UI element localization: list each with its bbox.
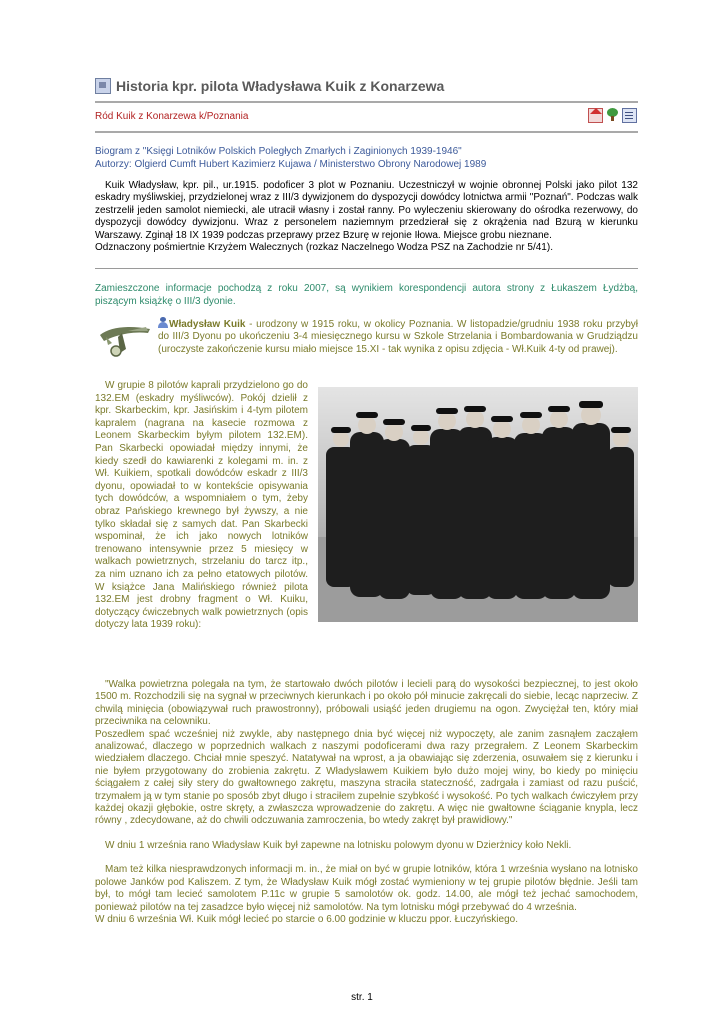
group-photo [318,387,638,622]
september-paragraph-1: W dniu 1 września rano Władysław Kuik był zapewne na lotnisku polowym dyonu w Dzierżnicy koło Nekli. [105,840,572,851]
list-icon[interactable] [622,108,637,123]
tree-icon[interactable] [606,108,619,121]
page-number: str. 1 [351,992,373,1003]
biogram-line-2: Autorzy: Olgierd Cumft Hubert Kazimierz Kujawa / Ministerstwo Obrony Narodowej 1989 [95,159,487,170]
divider [95,131,638,133]
quote-paragraph-1: "Walka powietrzna polegała na tym, że startowało dwóch pilotów i lecieli parą do wysokości bezpiecznej, to jest około 1500 m. Rozchodzili się na sygnał w przeciwnych kierunkach i po około pół minucie zakręcali do siebie, lecąc naprzeciw. Z chwilą minięcia (obowiązywał ruch prawostronny), próbowali usiąść jeden drugiemu na ogon. Zwyciężał ten, który miał przeciwnika na celowniku. [95,679,638,728]
divider [95,101,638,103]
september-paragraph-2: Mam też kilka niesprawdzonych informacji m. in., że miał on być w grupie lotników, która 1 września wysłano na lotnisko polowe Janków pod Kaliszem. Z tym, że Władysław Kuik mógł zostać wymieniony w tej grupie pilotów błędnie. Jeśli tam był, to mógł tam lecieć samolotem P.11c w grupie 5 samolotów ok. godz. 14.00, ale mógł też jechać samochodem, ponieważ pilotów na tej zasadzce było więcej niż samolotów. Na tym lotnisku mógł przebywać do 4 września. [95,864,638,913]
september-paragraph-3: W dniu 6 września Wł. Kuik mógł lecieć po starcie o 6.00 godzinie w kluczu ppor. Łuczyńskiego. [95,914,518,926]
title-row [95,78,444,94]
person-name: Władysław Kuik [169,319,246,330]
breadcrumb[interactable]: Ród Kuik z Konarzewa k/Poznania [95,111,249,122]
biogram-line-1: Biogram z "Księgi Lotników Polskich Poległych Zmarłych i Zaginionych 1939-1946" [95,146,462,157]
biogram-source [95,145,486,171]
person-icon [158,317,168,328]
biography-paragraph: Kuik Władysław, kpr. pil., ur.1915. podoficer 3 plot w Poznaniu. Uczestniczył w wojnie obronnej Polski jako pilot 132 eskadry myśliwskiej, przydzielonej wraz z III/3 dywizjonem do dyspozycji dowódcy lotnictwa armii "Poznań". Podczas walk zestrzelił jeden samolot niemiecki, ale utracił własny i został ranny. Po wyleczeniu skierowany do ośrodka rezerwowy, do dyspozycji dowódcy dywizjonu. Wraz z personelem naziemnym przedzierał się z okrążenia nad Bzurą w kierunku Warszawy. Zginął 18 IX 1939 podczas przeprawy przez Bzurę w rejonie Iłowa. Miejsce grobu nieznane. [95,180,638,241]
home-icon[interactable] [588,108,603,123]
biography-decoration: Odznaczony pośmiertnie Krzyżem Walecznych (rozkaz Naczelnego Wodza PSZ na Zachodzie nr 5/41). [95,242,553,254]
toolbar [588,108,637,123]
squadron-story-text: W grupie 8 pilotów kaprali przydzielono go do 132.EM (eskadry myśliwców). Pokój dzielił z kpr. Skarbeckim, kpr. Jasińskim i 4-tym pilotem kapralem (nagrana na kasecie rozmowa z Leonem Skarbeckim byłym pilotem 132.EM). Pan Skarbecki opowiadał między innymi, że kiedy szedł do kawiarenki z kolegami m. in. z Wł. Kuikiem, spotkali dowódców eskadr z III/3 dyonu, opowiadał to w kontekście opisywania tych dowódców, a wspomniałem o tym, żeby obraz Pańskiego krewnego był żywszy, a nie tylko składał się z samych dat. Pan Skarbecki wspominał, że ich jako nowych lotników trenowano intensywnie przez 5 miesięcy w walkach powietrznych, strzelaniu do tarcz itp., za nim uznano ich za pełno etatowych pilotów. W książce Jana Malińskiego również pilota 132.EM jest drobny fragment o Wł. Kuiku, dotyczący ćwiczebnych walk powietrznych (opis dotyczy lata 1939 roku): [95,380,308,631]
kuik-intro-paragraph [158,317,638,356]
kuik-intro-text: - urodzony w 1915 roku, w okolicy Poznania. W listopadzie/grudniu 1938 roku przybył do III/3 Dyonu po ukończeniu 3-4 miesięcznego kursu w Szkole Strzelania i Bombardowania w Grudziądzu (uroczyste zakończenie kursu miało miejsce 15.XI - tak wynika z opisu zdjęcia - Wł.Kuik 4-ty od prawej). [158,319,638,355]
quote-paragraph-2: Poszedłem spać wcześniej niż zwykle, aby następnego dnia być więcej niż wypoczęty, ale zanim zasnąłem zacząłem analizować, dlaczego w poprzednich walkach z naszymi podoficerami dwa razy przegrałem. Z Leonem Skarbeckim wiedziałem dlaczego. Chciał mnie speszyć. Natatywał na wprost, a ja obawiając się zderzenia, osuwałem się z kierunku i nie byłem przygotowany do zrobienia zakrętu. Z Władysławem Kuikiem było dużo mojej winy, bo kiedy po minięciu ściągałem z całej siły stery do gwałtownego zakrętu, maszyna straciła stateczność, zadrgała i zamiast od razu puścić, trzymałem ją w tym stanie po sposób zbyt długo i straciłem zupełnie szybkość i wysokość. Po tych walkach ćwiczyłem przy każdej okazji głębokie, ostre skręty, a zwłaszcza wprowadzenie do zakrętu. A więc nie gwałtowne ściąganie knypla, lecz równy , zdecydowane, aż do chwili odczuwania zamroczenia, bo wtedy zakręt był prawidłowy." [95,728,638,827]
biography-text [95,180,638,254]
source-note: Zamieszczone informacje pochodzą z roku 2007, są wynikiem korespondencji autora strony z Łukaszem Łydżbą, piszącym książkę o III/3 dyonie. [95,283,638,307]
airplane-emblem-icon [98,323,153,359]
page-title: Historia kpr. pilota Władysława Kuik z Konarzewa [116,78,445,94]
quoted-passage [95,679,638,828]
september-account [95,840,638,938]
divider [95,268,638,269]
document-icon [95,78,111,94]
